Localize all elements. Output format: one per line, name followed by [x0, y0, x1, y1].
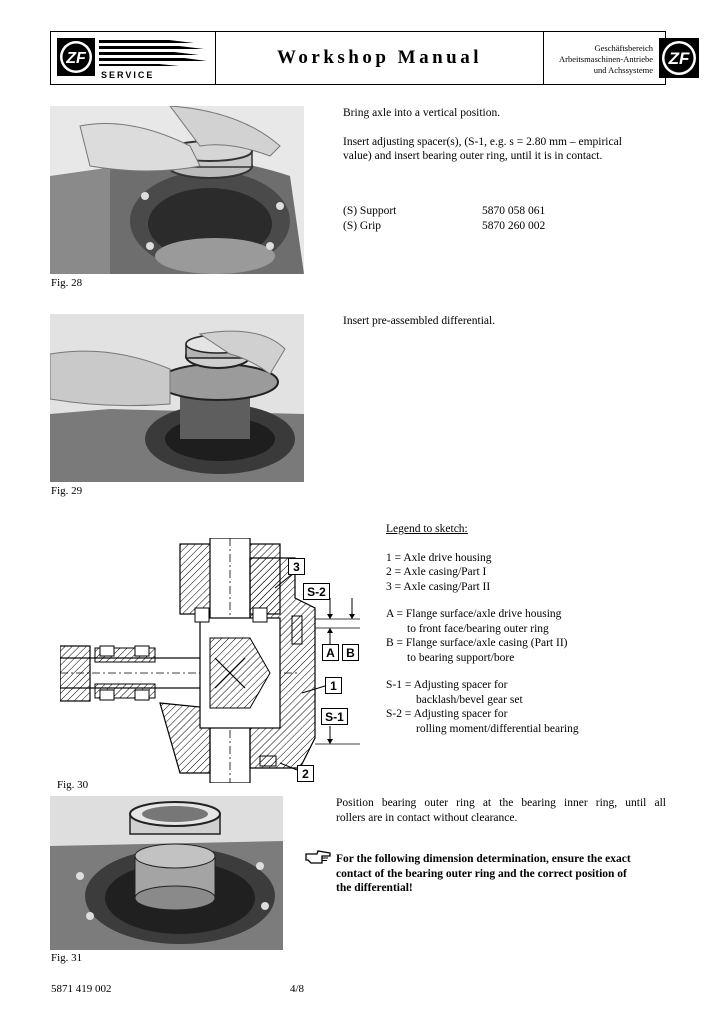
- instruction-text: Bring axle into a vertical position.: [343, 107, 501, 119]
- instruction-text: Position bearing outer ring at the bearing inner ring, until all: [336, 797, 666, 809]
- pointing-hand-icon: [305, 850, 331, 864]
- legend-item: to bearing support/bore: [407, 651, 515, 664]
- legend-item: to front face/bearing outer ring: [407, 622, 549, 635]
- sketch-label-s2: S-2: [303, 583, 330, 600]
- note-text: [336, 852, 666, 896]
- fig29-photo: [50, 314, 304, 482]
- legend-item: 2 = Axle casing/Part I: [386, 566, 487, 578]
- instruction-text: Insert adjusting spacer(s), (S-1, e.g. s = 2.80 mm – empirical: [343, 135, 622, 148]
- fig30-caption: Fig. 30: [57, 779, 89, 791]
- sketch-legend: [386, 522, 686, 736]
- department-text: [547, 43, 653, 76]
- zf-logo-icon: [56, 37, 96, 77]
- fig31-caption: Fig. 31: [51, 952, 83, 964]
- fig31-text: [336, 796, 666, 825]
- svg-text:ZF: ZF: [668, 49, 690, 68]
- fig30-sketch: [60, 538, 360, 783]
- department-line: Arbeitsmaschinen-Antriebe: [559, 54, 653, 64]
- fig28-text: [343, 106, 673, 164]
- title-cell: [216, 32, 544, 84]
- legend-item: S-2 = Adjusting spacer for: [386, 708, 508, 720]
- instruction-text: Insert pre-assembled differential.: [343, 315, 496, 327]
- note-line: contact of the bearing outer ring and the correct position of: [336, 867, 627, 880]
- service-label: SERVICE: [101, 70, 155, 80]
- fig29-caption: Fig. 29: [51, 485, 83, 497]
- tool-table: [343, 204, 603, 233]
- sketch-label-b: B: [342, 644, 359, 661]
- tool-name: (S) Support: [343, 205, 397, 217]
- tool-number: 5870 058 061: [482, 205, 546, 217]
- department-cell: [544, 32, 690, 84]
- fig28-caption: Fig. 28: [51, 277, 83, 289]
- zf-service-logo-cell: [51, 32, 216, 84]
- legend-item: B = Flange surface/axle casing (Part II): [386, 637, 568, 649]
- sketch-label-3: 3: [288, 558, 305, 575]
- note-line: For the following dimension determination, ensure the exact: [336, 853, 631, 865]
- sketch-label-1: 1: [325, 677, 342, 694]
- note-line: the differential!: [336, 882, 413, 894]
- legend-title: Legend to sketch:: [386, 523, 468, 535]
- tool-number: 5870 260 002: [482, 219, 546, 232]
- fig28-photo: [50, 106, 304, 274]
- legend-item: 3 = Axle casing/Part II: [386, 580, 491, 593]
- department-line: und Achssysteme: [593, 65, 653, 75]
- svg-text:ZF: ZF: [66, 50, 86, 67]
- sketch-label-2: 2: [297, 765, 314, 782]
- legend-item: rolling moment/differential bearing: [416, 722, 579, 735]
- speed-lines-graphic: [99, 38, 209, 68]
- manual-title: Workshop Manual: [276, 47, 483, 68]
- instruction-text: value) and insert bearing outer ring, until it is in contact.: [343, 150, 603, 162]
- page-number: 4/8: [290, 983, 305, 995]
- zf-logo-icon: [658, 37, 700, 79]
- sketch-label-s1: S-1: [321, 708, 348, 725]
- legend-item: 1 = Axle drive housing: [386, 551, 492, 564]
- page-header: [50, 31, 690, 85]
- legend-item: A = Flange surface/axle drive housing: [386, 608, 562, 620]
- legend-item: backlash/bevel gear set: [416, 693, 523, 706]
- tool-row: [343, 204, 603, 219]
- tool-row: [343, 219, 603, 234]
- fig31-photo: [50, 796, 283, 950]
- instruction-text: rollers are in contact without clearance.: [336, 811, 518, 824]
- department-line: Geschäftsbereich: [594, 43, 653, 53]
- doc-number: 5871 419 002: [51, 983, 112, 995]
- differential-cross-section: [60, 538, 360, 783]
- tool-name: (S) Grip: [343, 219, 382, 232]
- legend-item: S-1 = Adjusting spacer for: [386, 679, 508, 691]
- sketch-label-a: A: [322, 644, 339, 661]
